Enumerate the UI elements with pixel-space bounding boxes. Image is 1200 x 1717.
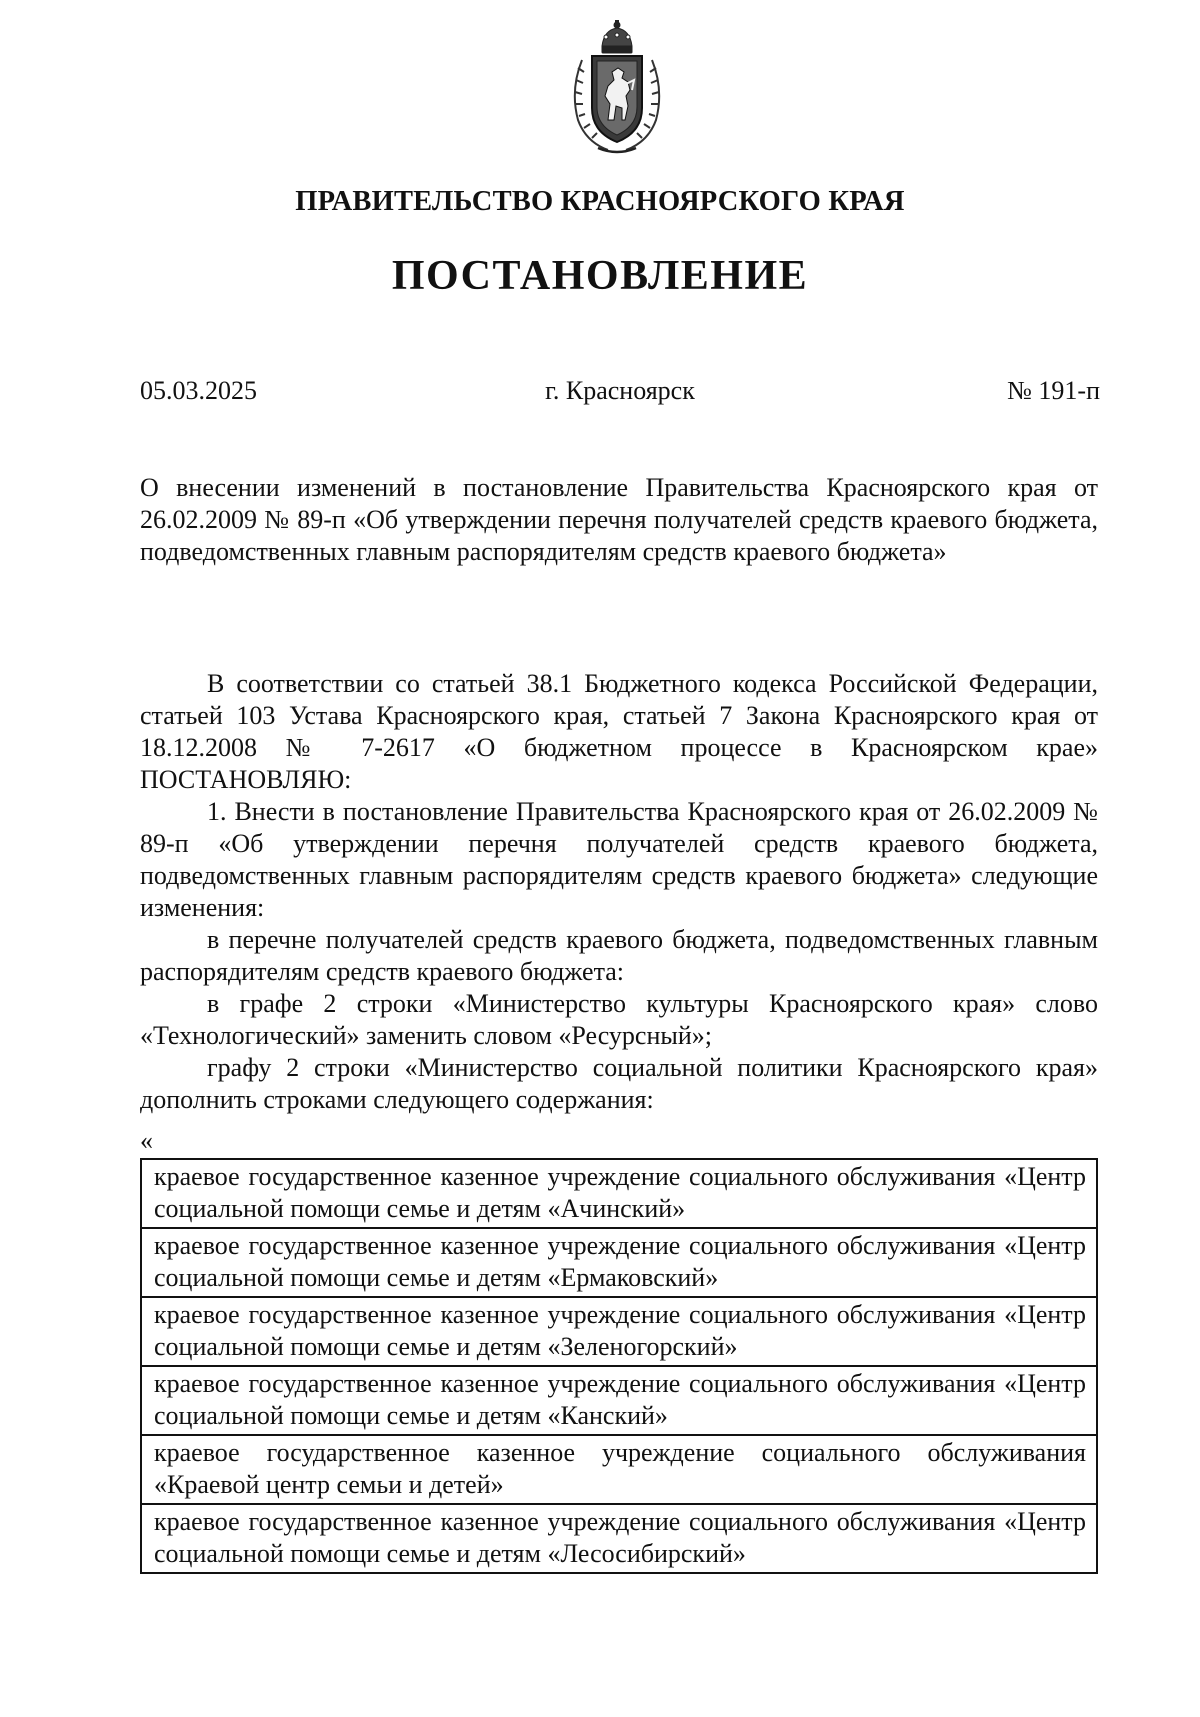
body-paragraph: В соответствии со статьей 38.1 Бюджетного кодекса Российской Федерации, статьей 103 Устава Красноярского края, статьей 7 Закона Красноярского края от 18.12.2008 № 7-2617 «О бюджетном процессе в Красноярском крае» ПОСТАНОВЛЯЮ:: [140, 669, 1098, 794]
table-row: [141, 1297, 1097, 1366]
document-subject: О внесении изменений в постановление Правительства Красноярского края от 26.02.2009 № 89-п «Об утверждении перечня получателей средств краевого бюджета, подведомственных главным распорядителям средств краевого бюджета»: [140, 473, 1098, 566]
document-body: [140, 668, 1098, 1116]
table-row: [141, 1504, 1097, 1573]
body-paragraph: 1. Внести в постановление Правительства Красноярского края от 26.02.2009 № 89-п «Об утверждении перечня получателей средств краевого бюджета, подведомственных главным распорядителям средств краевого бюджета» следующие изменения:: [140, 797, 1098, 922]
institutions-table: [140, 1158, 1098, 1574]
document-city: г. Красноярск: [545, 376, 695, 405]
document-meta-row: [140, 376, 1100, 410]
body-paragraph: графу 2 строки «Министерство социальной политики Красноярского края» дополнить строками следующего содержания:: [140, 1053, 1098, 1114]
table-cell: краевое государственное казенное учреждение социального обслуживания «Центр социальной помощи семье и детям «Канский»: [141, 1366, 1097, 1435]
opening-quote-mark: «: [140, 1126, 153, 1155]
organization-title: ПРАВИТЕЛЬСТВО КРАСНОЯРСКОГО КРАЯ: [295, 186, 905, 217]
shield-icon: [592, 56, 642, 142]
body-paragraph: в графе 2 строки «Министерство культуры Красноярского края» слово «Технологический» заменить словом «Ресурсный»;: [140, 989, 1098, 1050]
body-paragraph: в перечне получателей средств краевого бюджета, подведомственных главным распорядителям средств краевого бюджета:: [140, 925, 1098, 986]
crown-icon: [602, 20, 632, 53]
document-type-title: ПОСТАНОВЛЕНИЕ: [391, 253, 809, 299]
coat-of-arms-emblem: [568, 20, 666, 156]
table-cell: краевое государственное казенное учреждение социального обслуживания «Центр социальной помощи семье и детям «Зеленогорский»: [141, 1297, 1097, 1366]
table-row: [141, 1366, 1097, 1435]
table-row: [141, 1435, 1097, 1504]
table-row: [141, 1228, 1097, 1297]
table-cell: краевое государственное казенное учреждение социального обслуживания «Центр социальной помощи семье и детям «Ермаковский»: [141, 1228, 1097, 1297]
table-cell: краевое государственное казенное учреждение социального обслуживания «Краевой центр семьи и детей»: [141, 1435, 1097, 1504]
table-row: [141, 1159, 1097, 1228]
table-cell: краевое государственное казенное учреждение социального обслуживания «Центр социальной помощи семье и детям «Лесосибирский»: [141, 1504, 1097, 1573]
document-date: 05.03.2025: [140, 376, 257, 405]
table-cell: краевое государственное казенное учреждение социального обслуживания «Центр социальной помощи семье и детям «Ачинский»: [141, 1159, 1097, 1228]
document-number: № 191-п: [1007, 376, 1100, 405]
